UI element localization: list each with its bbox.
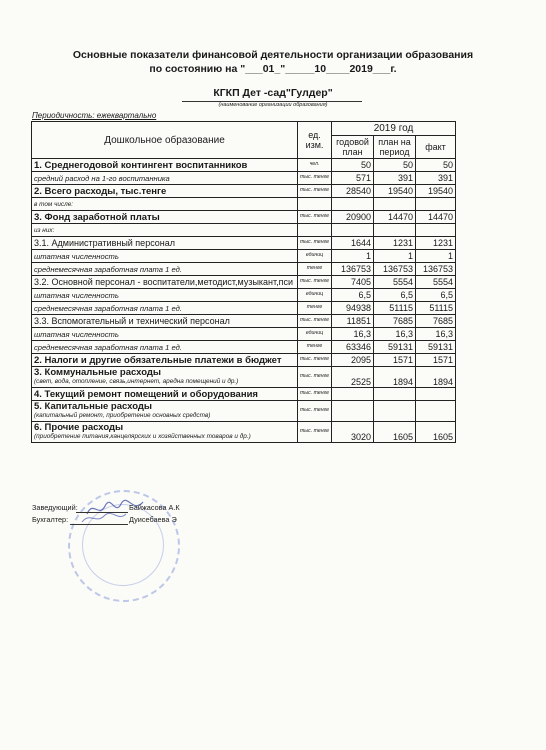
cell-plan: 1 (332, 250, 374, 263)
row-unit: тенге (298, 263, 332, 276)
row-label: штатная численность (32, 250, 298, 263)
org-caption: (наименование организации образования) (218, 102, 328, 108)
title-line-1: Основные показатели финансовой деятельности организации образования (72, 49, 474, 61)
table-row (32, 328, 456, 341)
row-label-note: (капитальный ремонт, приобретение основных средств) (34, 412, 211, 419)
cell-period: 59131 (374, 341, 416, 354)
row-unit: тыс. тенге (298, 185, 332, 198)
row-label (32, 367, 298, 388)
row-unit: тыс. тенге (298, 315, 332, 328)
cell-plan: 63346 (332, 341, 374, 354)
table-row (32, 315, 456, 328)
cell-fact: 5554 (416, 276, 456, 289)
row-unit: тенге (298, 302, 332, 315)
cell-fact: 1571 (416, 354, 456, 367)
row-label (32, 401, 298, 422)
cell-period: 19540 (374, 185, 416, 198)
row-unit: единиц (298, 250, 332, 263)
head-name: Байжасова А.К (129, 503, 180, 512)
cell-plan: 2095 (332, 354, 374, 367)
row-unit: тенге (298, 341, 332, 354)
cell-fact (416, 388, 456, 401)
cell-fact: 19540 (416, 185, 456, 198)
row-label: 3. Фонд заработной платы (32, 211, 298, 224)
table-row (32, 263, 456, 276)
cell-fact (416, 401, 456, 422)
row-unit: тыс. тенге (298, 401, 332, 422)
org-name: КГКП Дет -сад"Гулдер" (213, 87, 333, 99)
cell-plan: 6,5 (332, 289, 374, 302)
cell-fact: 1231 (416, 237, 456, 250)
row-label-main: 6. Прочие расходы (34, 422, 124, 433)
head-signature-line (32, 503, 78, 512)
row-label (32, 422, 298, 443)
row-label: 3.3. Вспомогательный и технический персонал (32, 315, 298, 328)
cell-period: 6,5 (374, 289, 416, 302)
row-label: штатная численность (32, 328, 298, 341)
cell-fact (416, 198, 456, 211)
cell-fact: 1 (416, 250, 456, 263)
row-unit: тыс. тенге (298, 354, 332, 367)
table-row (32, 159, 456, 172)
row-label-note: (приобретение питания,канцелярских и хозяйственных товаров и др.) (34, 433, 251, 440)
cell-plan: 50 (332, 159, 374, 172)
accountant-name: Дуисебаева Э (129, 515, 177, 524)
row-label: 3.1. Административный персонал (32, 237, 298, 250)
row-label-main: 3. Коммунальные расходы (34, 367, 162, 378)
table-row (32, 388, 456, 401)
row-unit: единиц (298, 328, 332, 341)
table-row (32, 354, 456, 367)
row-label-note: (свет, вода, отопление, связь,интернет, аредна помещений и др.) (34, 378, 239, 385)
table-row (32, 198, 456, 211)
table-row (32, 250, 456, 263)
col-plan-period: план на период (374, 136, 416, 159)
row-unit: тыс. тенге (298, 172, 332, 185)
row-unit: тыс. тенге (298, 237, 332, 250)
cell-plan: 2525 (332, 367, 374, 388)
table-row (32, 302, 456, 315)
row-unit: единиц (298, 289, 332, 302)
row-label: штатная численность (32, 289, 298, 302)
cell-fact: 391 (416, 172, 456, 185)
row-label: 3.2. Основной персонал - воспитатели,методист,музыкант,пси (32, 276, 298, 289)
cell-plan: 136753 (332, 263, 374, 276)
row-unit: тыс. тенге (298, 367, 332, 388)
row-unit (298, 224, 332, 237)
periodicity: Периодичность: ежеквартально (32, 111, 157, 120)
cell-plan: 7405 (332, 276, 374, 289)
cell-fact: 136753 (416, 263, 456, 276)
table-row (32, 211, 456, 224)
row-unit: тыс. тенге (298, 422, 332, 443)
col-unit: ед. изм. (298, 122, 332, 159)
row-unit: тыс. тенге (298, 388, 332, 401)
cell-period: 1894 (374, 367, 416, 388)
cell-fact: 1605 (416, 422, 456, 443)
row-label: из них: (32, 224, 298, 237)
cell-period (374, 388, 416, 401)
table-row (32, 401, 456, 422)
row-unit (298, 198, 332, 211)
cell-period: 5554 (374, 276, 416, 289)
cell-plan (332, 388, 374, 401)
row-label-main: 5. Капитальные расходы (34, 401, 153, 412)
table-row (32, 276, 456, 289)
col-title: Дошкольное образование (32, 122, 298, 159)
row-label: 1. Среднегодовой контингент воспитанников (32, 159, 298, 172)
table-row (32, 172, 456, 185)
cell-period: 50 (374, 159, 416, 172)
cell-period: 1231 (374, 237, 416, 250)
col-plan-year: годовой план (332, 136, 374, 159)
cell-period (374, 224, 416, 237)
accountant-signature-line (32, 515, 68, 524)
table-body (32, 159, 456, 443)
table-row (32, 422, 456, 443)
cell-fact: 14470 (416, 211, 456, 224)
cell-plan: 11851 (332, 315, 374, 328)
head-label: Заведующий: (32, 503, 78, 512)
row-label: 4. Текущий ремонт помещений и оборудования (32, 388, 298, 401)
row-label: среднемесячная заработная плата 1 ед. (32, 302, 298, 315)
cell-period (374, 401, 416, 422)
table-row (32, 367, 456, 388)
row-label: в том числе: (32, 198, 298, 211)
cell-plan (332, 401, 374, 422)
row-label: 2. Всего расходы, тыс.тенге (32, 185, 298, 198)
cell-period: 1571 (374, 354, 416, 367)
table-row (32, 237, 456, 250)
document-title (0, 48, 546, 76)
cell-fact: 7685 (416, 315, 456, 328)
cell-period: 391 (374, 172, 416, 185)
row-label: среднемесячная заработная плата 1 ед. (32, 341, 298, 354)
row-label: 2. Налоги и другие обязательные платежи в бюджет (32, 354, 298, 367)
cell-fact: 1894 (416, 367, 456, 388)
cell-plan (332, 198, 374, 211)
cell-fact: 16,3 (416, 328, 456, 341)
table-row (32, 341, 456, 354)
cell-period: 14470 (374, 211, 416, 224)
row-label: среднемесячная заработная плата 1 ед. (32, 263, 298, 276)
cell-fact: 51115 (416, 302, 456, 315)
cell-plan: 94938 (332, 302, 374, 315)
cell-period: 1 (374, 250, 416, 263)
col-year: 2019 год (332, 122, 456, 136)
cell-period: 16,3 (374, 328, 416, 341)
row-unit: чел. (298, 159, 332, 172)
title-line-2: по состоянию на "___01_"_____10____2019___г. (149, 63, 397, 75)
accountant-sign-underline (70, 524, 128, 525)
cell-period (374, 198, 416, 211)
cell-fact: 59131 (416, 341, 456, 354)
financial-table (31, 121, 456, 443)
row-unit: тыс. тенге (298, 276, 332, 289)
cell-period: 7685 (374, 315, 416, 328)
cell-plan: 1644 (332, 237, 374, 250)
cell-plan: 571 (332, 172, 374, 185)
table-row (32, 224, 456, 237)
cell-plan: 16,3 (332, 328, 374, 341)
cell-plan: 28540 (332, 185, 374, 198)
cell-period: 1605 (374, 422, 416, 443)
row-label: средний расход на 1-го воспитанника (32, 172, 298, 185)
cell-period: 51115 (374, 302, 416, 315)
cell-plan: 3020 (332, 422, 374, 443)
table-row (32, 185, 456, 198)
col-fact: факт (416, 136, 456, 159)
row-unit: тыс. тенге (298, 211, 332, 224)
cell-plan (332, 224, 374, 237)
accountant-label: Бухгалтер: (32, 515, 69, 524)
cell-fact: 6,5 (416, 289, 456, 302)
cell-fact: 50 (416, 159, 456, 172)
cell-fact (416, 224, 456, 237)
cell-plan: 20900 (332, 211, 374, 224)
table-row (32, 289, 456, 302)
cell-period: 136753 (374, 263, 416, 276)
head-sign-underline (76, 512, 128, 513)
